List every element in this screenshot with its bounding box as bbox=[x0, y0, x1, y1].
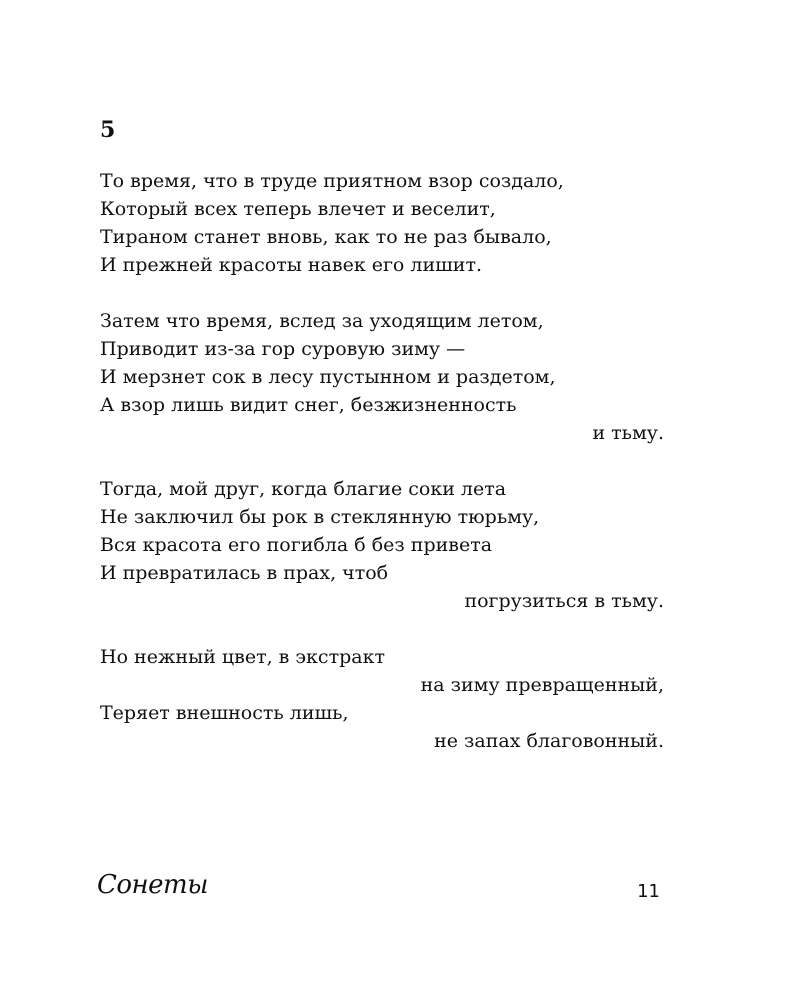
poem-line-continuation: на зиму превращенный, bbox=[420, 674, 664, 696]
poem-line: И мерзнет сок в лесу пустынном и раздетом, bbox=[100, 366, 556, 388]
poem-line-continuation: и тьму. bbox=[592, 422, 664, 444]
stanza bbox=[100, 167, 664, 279]
poem-line: Который всех теперь влечет и веселит, bbox=[100, 198, 496, 220]
poem-line: Затем что время, вслед за уходящим летом, bbox=[100, 310, 544, 332]
poem-line: А взор лишь видит снег, безжизненность bbox=[100, 394, 517, 416]
poem-line: Тираном станет вновь, как то не раз бывало, bbox=[100, 226, 552, 248]
poem-line: Не заключил бы рок в стеклянную тюрьму, bbox=[100, 506, 540, 528]
poem-line: Приводит из-за гор суровую зиму — bbox=[100, 338, 466, 360]
poem-line: И превратилась в прах, чтоб bbox=[100, 562, 389, 584]
stanza bbox=[100, 475, 664, 615]
poem-line: Тогда, мой друг, когда благие соки лета bbox=[100, 478, 507, 500]
running-title: Сонеты bbox=[97, 870, 208, 900]
poem-line: То время, что в труде приятном взор создало, bbox=[100, 170, 564, 192]
poem-line-continuation: погрузиться в тьму. bbox=[464, 590, 664, 612]
stanza bbox=[100, 643, 664, 755]
poem-line: Теряет внешность лишь, bbox=[100, 702, 349, 724]
stanza bbox=[100, 307, 664, 447]
poem-line: Но нежный цвет, в экстракт bbox=[100, 646, 385, 668]
page-number: 11 bbox=[637, 881, 660, 902]
poem-line: Вся красота его погибла б без привета bbox=[100, 534, 493, 556]
sonnet-number: 5 bbox=[100, 117, 116, 143]
poem-body bbox=[100, 167, 664, 783]
poem-line-continuation: не запах благовонный. bbox=[434, 730, 664, 752]
poem-line: И прежней красоты навек его лишит. bbox=[100, 254, 483, 276]
